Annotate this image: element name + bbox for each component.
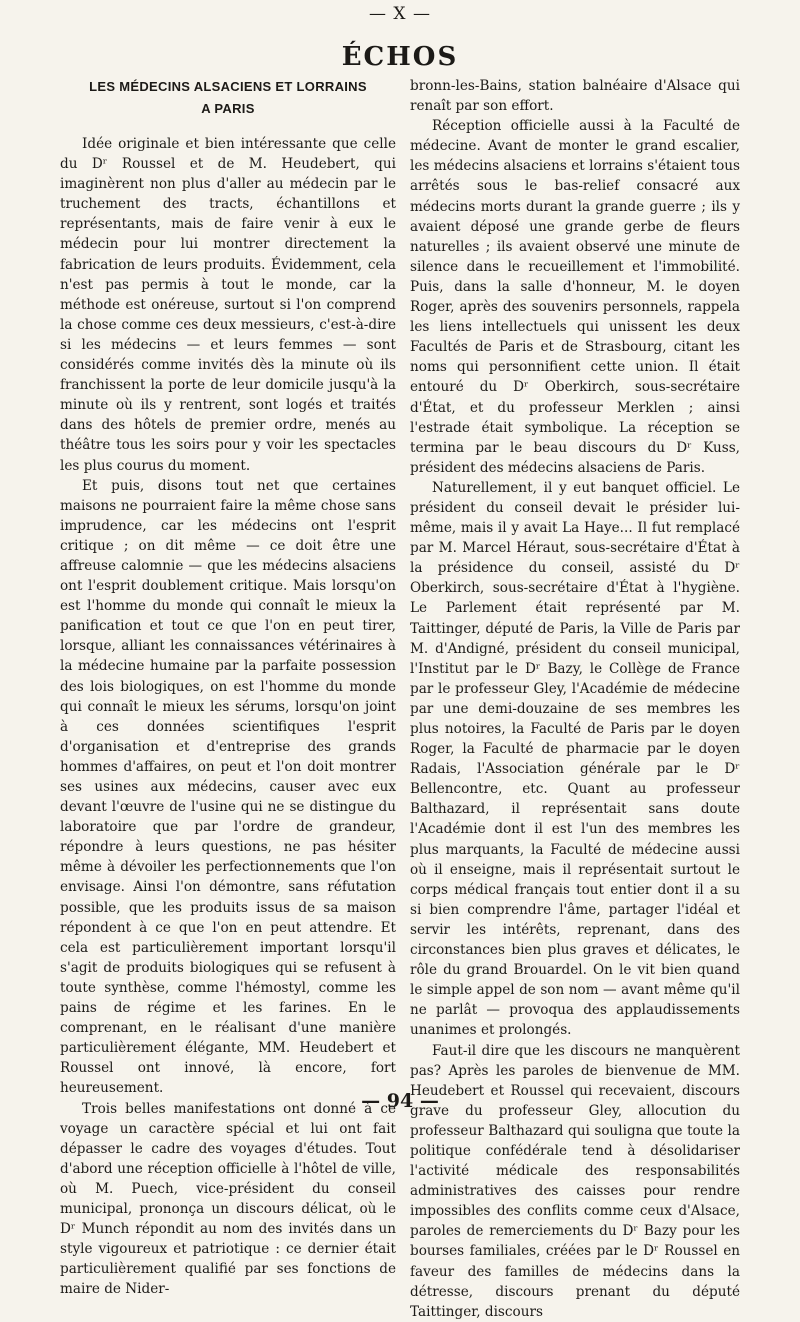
- paragraph: Et puis, disons tout net que certaines maisons ne pourraient faire la même chose sans imprudence, car les médecins ont l'esprit critique ; on dit même — ce doit être une affreuse calomnie — que les médecins alsaciens ont l'esprit doublement critique. Mais lorsqu'on est l'homme du monde qui connaît le mieux la panification et tout ce que l'on en peut tirer, lorsque, alliant les connaissances vétérinaires à la médecine humaine par la parfaite possession des lois biologiques, on est l'homme du monde qui connaît le mieux les sérums, lorsqu'on joint à ces données scientifiques l'esprit d'organisation et d'entreprise des grands hommes d'affaires, on peut et l'on doit montrer ses usines aux médecins, causer avec eux devant l'œuvre de l'usine qui ne se distingue du laboratoire que par l'ordre de grandeur, répondre à leurs questions, ne pas hésiter même à dévoiler les perfectionnements que l'on envisage. Ainsi l'on démontre, sans réfutation possible, que les produits issus de sa maison répondent à ce que l'on en peut attendre. Et cela est particulièrement important lorsqu'il s'agit de produits biologiques qui se refusent à toute synthèse, comme l'hémostyl, comme les pains de régime et les farines. En le comprenant, en le réalisant d'une manière particulièrement élégante, MM. Heudebert et Roussel ont innové, là encore, fort heureusement.: [60, 477, 396, 1097]
- left-column: [60, 76, 396, 1299]
- section-heading-line1: LES MÉDECINS ALSACIENS ET LORRAINS: [89, 79, 367, 94]
- right-column: [410, 76, 740, 1322]
- paragraph: Réception officielle aussi à la Faculté de médecine. Avant de monter le grand escalier, les médecins alsaciens et lorrains s'étaient tous arrêtés sous le bas-relief consacré aux médecins morts durant la grande guerre ; ils y avaient déposé une grande gerbe de fleurs naturelles ; ils avaient observé une minute de silence dans le recueillement et l'immobilité. Puis, dans la salle d'honneur, M. le doyen Roger, après des souvenirs personnels, rappela les liens intellectuels qui unissent les deux Facultés de Paris et de Strasbourg, citant les noms qui personnifient cette union. Il était entouré du Dʳ Oberkirch, sous-secrétaire d'État, et du professeur Merklen ; ainsi l'estrade était symbolique. La réception se termina par le beau discours du Dʳ Kuss, président des médecins alsaciens de Paris.: [410, 118, 740, 476]
- paragraph: Naturellement, il y eut banquet officiel. Le président du conseil devait le présider lui-même, mais il y avait La Haye... Il fut remplacé par M. Marcel Héraut, sous-secrétaire d'État à la présidence du conseil, assisté du Dʳ Oberkirch, sous-secrétaire d'État à l'hygiène. Le Parlement était représenté par M. Taittinger, député de Paris, la Ville de Paris par M. d'Andigné, président du conseil municipal, l'Institut par le Dʳ Bazy, le Collège de France par le professeur Gley, l'Académie de médecine par une demi-douzaine de ses membres les plus notoires, la Faculté de Paris par le doyen Roger, la Faculté de pharmacie par le doyen Radais, l'Association générale par le Dʳ Bellencontre, etc. Quant au professeur Balthazard, il représentait sans doute l'Académie dont il est l'un des membres les plus marquants, la Faculté de médecine aussi où il enseigne, mais il représentait surtout le corps médical français tout entier dont il a su si bien comprendre l'âme, partager l'idéal et servir les intérêts, reprenant, dans des circonstances bien plus graves et délicates, le rôle du grand Brouardel. On le vit bien quand le simple appel de son nom — avant même qu'il ne parlât — provoqua des applaudissements unanimes et prolongés.: [410, 479, 740, 1039]
- section-heading-line2: A PARIS: [201, 101, 255, 116]
- page-number-bottom: — 94 —: [361, 1090, 439, 1112]
- paragraph: Faut-il dire que les discours ne manquèrent pas? Après les paroles de bienvenue de MM. Heudebert et Roussel qui recevaient, discours grave du professeur Gley, allocution du professeur Balthazard qui souligna que toute la politique confédérale tend à désolidariser l'activité médicale des responsabilités administratives des caisses pour rendre impossibles des conflits comme ceux d'Alsace, paroles de remerciements du Dʳ Bazy pour les bourses familiales, créées par le Dʳ Roussel en faveur des familles de médecins dans la détresse, discours prenant du député Taittinger, discours: [410, 1042, 740, 1320]
- page-number-top: — X —: [369, 4, 431, 24]
- page-title: ÉCHOS: [341, 42, 459, 72]
- paragraph: Trois belles manifestations ont donné à ce voyage un caractère spécial et lui ont fait dépasser le cadre des voyages d'études. Tout d'abord une réception officielle à l'hôtel de ville, où M. Puech, vice-président du conseil municipal, prononça un discours délicat, où le Dʳ Munch répondit au nom des invités dans un style vigoureux et patriotique : ce dernier était particulièrement qualifié par ses fonctions de maire de Nider-: [60, 1100, 396, 1298]
- paragraph: Idée originale et bien intéressante que celle du Dʳ Roussel et de M. Heudebert, qui imaginèrent non plus d'aller au médecin par le truchement des tracts, échantillons et représentants, mais de faire venir à eux le médecin pour lui montrer directement la fabrication de leurs produits. Évidemment, cela n'est pas permis à tout le monde, car la méthode est onéreuse, surtout si l'on comprend la chose comme ces deux messieurs, c'est-à-dire si les médecins — et leurs femmes — sont considérés comme invités dès la minute où ils franchissent la porte de leur domicile jusqu'à la minute où ils y rentrent, sont logés et traités dans des hôtels de premier ordre, menés au théâtre tous les soirs pour y voir les spectacles les plus courus du moment.: [60, 136, 396, 474]
- paragraph-continuation: bronn-les-Bains, station balnéaire d'Alsace qui renaît par son effort.: [410, 78, 740, 115]
- section-heading: [60, 76, 396, 120]
